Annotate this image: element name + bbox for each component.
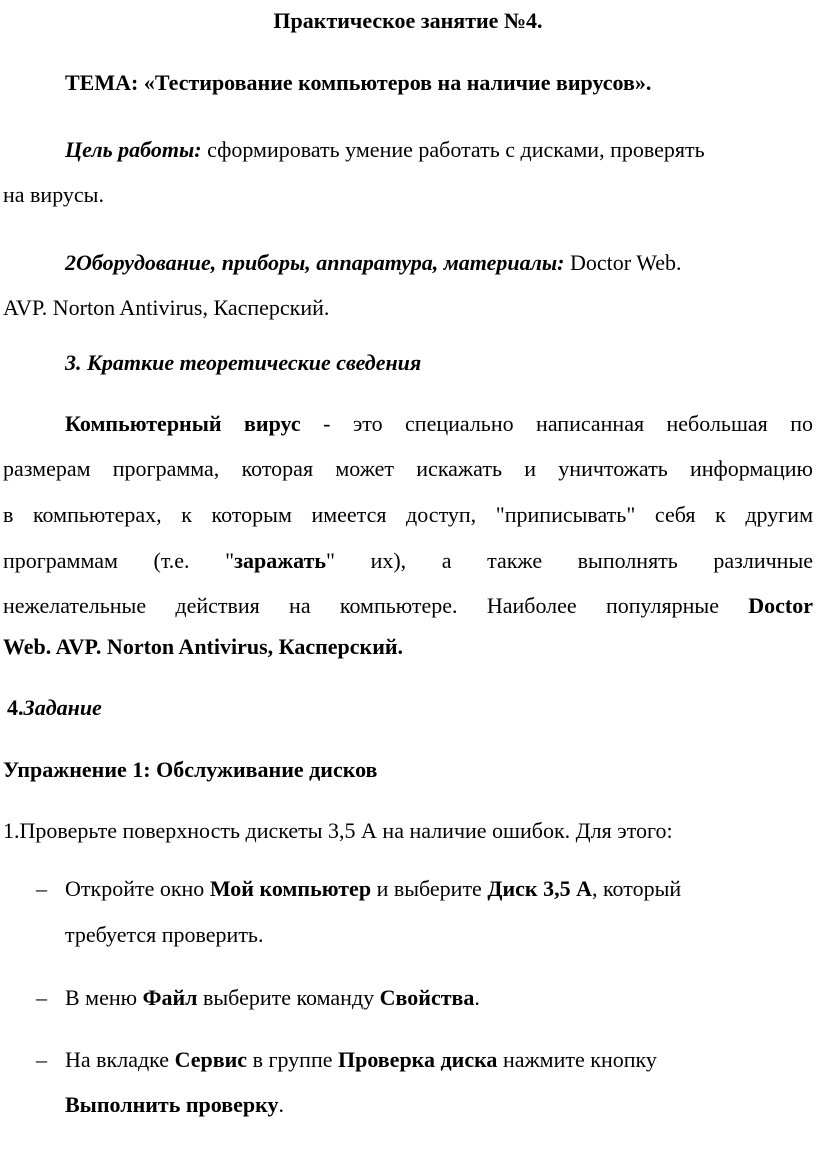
topic-text: «Тестирование компьютеров на наличие вирусов».: [143, 70, 652, 95]
goal-line: [65, 139, 705, 161]
infect-term: заражать: [234, 548, 327, 573]
theory-heading: 3. Краткие теоретические сведения: [65, 350, 422, 375]
page-title: Практическое занятие №4.: [273, 8, 543, 33]
equipment-text-cont: AVP. Norton Antivirus, Касперский.: [3, 295, 330, 320]
dash-marker: –: [36, 985, 47, 1010]
equipment-label: 2Оборудование, приборы, аппаратура, материалы:: [65, 250, 565, 275]
dash-marker: –: [36, 1047, 47, 1072]
exercise-heading: Упражнение 1: Обслуживание дисков: [3, 757, 378, 782]
topic-line: [65, 72, 651, 94]
theory-line-1: Компьютерный вирус - это специально написанная небольшая по: [65, 411, 813, 436]
goal-text-cont: на вирусы.: [3, 182, 104, 207]
theory-line-2: размерам программа, которая может искажать и уничтожать информацию: [3, 456, 813, 481]
goal-label: Цель работы:: [65, 137, 202, 162]
step-1: 1.Проверьте поверхность дискеты 3,5 А на наличие ошибок. Для этого:: [3, 818, 673, 843]
task-heading: 4.Задание: [7, 695, 102, 720]
equipment-text: Doctor Web.: [570, 250, 682, 275]
theory-line-6: Web. AVP. Norton Antivirus, Касперский.: [3, 634, 404, 659]
goal-text: сформировать умение работать с дисками, проверять: [207, 137, 705, 162]
theory-line-5: нежелательные действия на компьютере. Наиболее популярные Doctor: [3, 593, 814, 618]
dash-marker: –: [36, 876, 47, 901]
theory-line-3: в компьютерах, к которым имеется доступ, "приписывать" себя к другим: [3, 502, 813, 527]
equipment-line: [65, 252, 681, 274]
theory-line-4: программам (т.е. "заражать" их), а также выполнять различные: [3, 548, 813, 573]
topic-label: ТЕМА:: [65, 70, 139, 95]
virus-term: Компьютерный вирус: [65, 411, 301, 436]
